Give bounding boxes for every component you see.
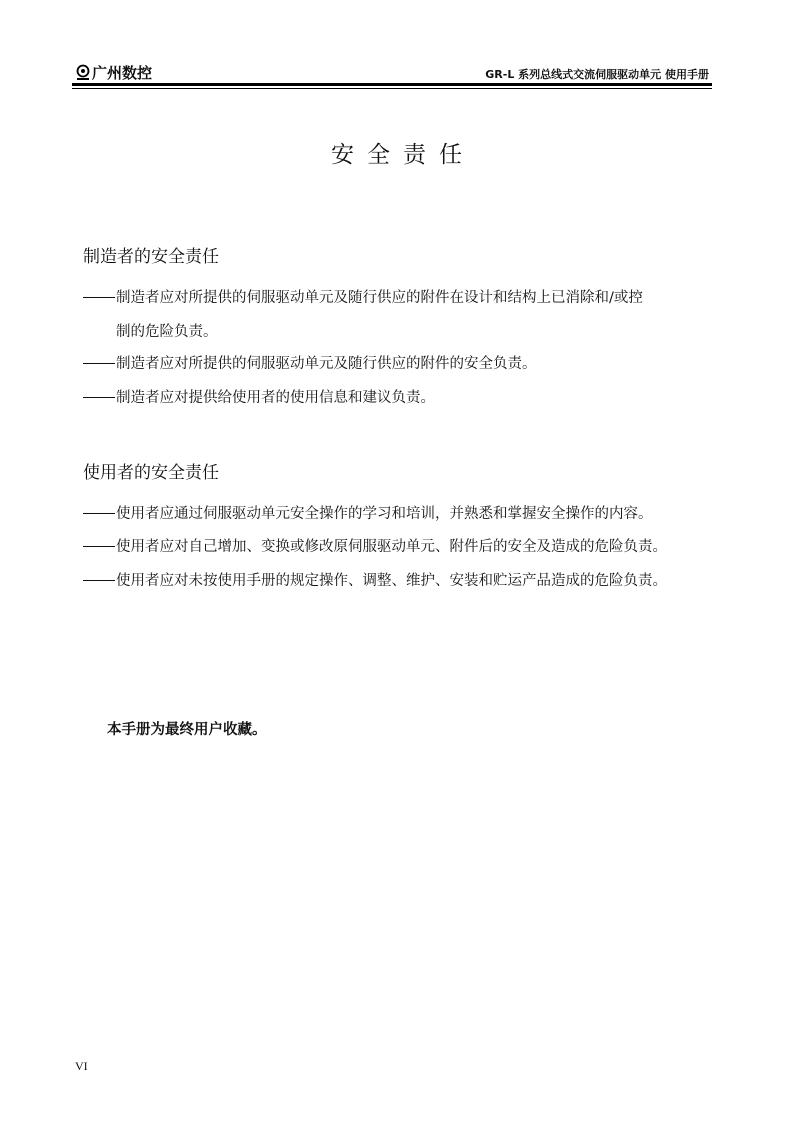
item-text: 制造者应对所提供的伺服驱动单元及随行供应的附件在设计和结构上已消除和/或控 [116, 290, 643, 306]
dash-mark [83, 546, 115, 547]
header-rule-thin [72, 88, 712, 89]
company-logo [76, 62, 152, 83]
dash-mark [83, 297, 115, 298]
item-text: 制造者应对提供给使用者的使用信息和建议负责。 [116, 390, 435, 406]
user-item-1 [83, 497, 713, 531]
page-title: 安全责任 [331, 142, 475, 168]
manufacturer-item-3 [83, 381, 713, 415]
manufacturer-item-1 [83, 281, 713, 349]
page-header [76, 60, 711, 84]
item-text: 制造者应对所提供的伺服驱动单元及随行供应的附件的安全负责。 [116, 356, 537, 372]
manual-title: GR-L 系列总线式交流伺服驱动单元 使用手册 [485, 68, 709, 81]
dash-mark [83, 580, 115, 581]
item-text: 使用者应对未按使用手册的规定操作、调整、维护、安装和贮运产品造成的危险负责。 [116, 573, 667, 589]
user-item-3 [83, 564, 713, 598]
manufacturer-item-2 [83, 347, 713, 381]
manufacturer-heading: 制造者的安全责任 [83, 247, 219, 267]
user-heading: 使用者的安全责任 [83, 463, 219, 483]
logo-text: 广州数控 [92, 64, 153, 82]
dash-mark [83, 363, 115, 364]
header-rule-thick [72, 83, 712, 86]
user-item-2 [83, 530, 713, 564]
dash-mark [83, 513, 115, 514]
gsk-logo-icon [76, 64, 90, 82]
item-text-continued: 制的危险负责。 [116, 324, 218, 340]
end-user-note: 本手册为最终用户收藏。 [107, 722, 267, 738]
dash-mark [83, 397, 115, 398]
item-text: 使用者应对自己增加、变换或修改原伺服驱动单元、附件后的安全及造成的危险负责。 [116, 539, 667, 555]
page-number: VI [75, 1059, 88, 1073]
item-text: 使用者应通过伺服驱动单元安全操作的学习和培训，并熟悉和掌握安全操作的内容。 [116, 506, 653, 522]
